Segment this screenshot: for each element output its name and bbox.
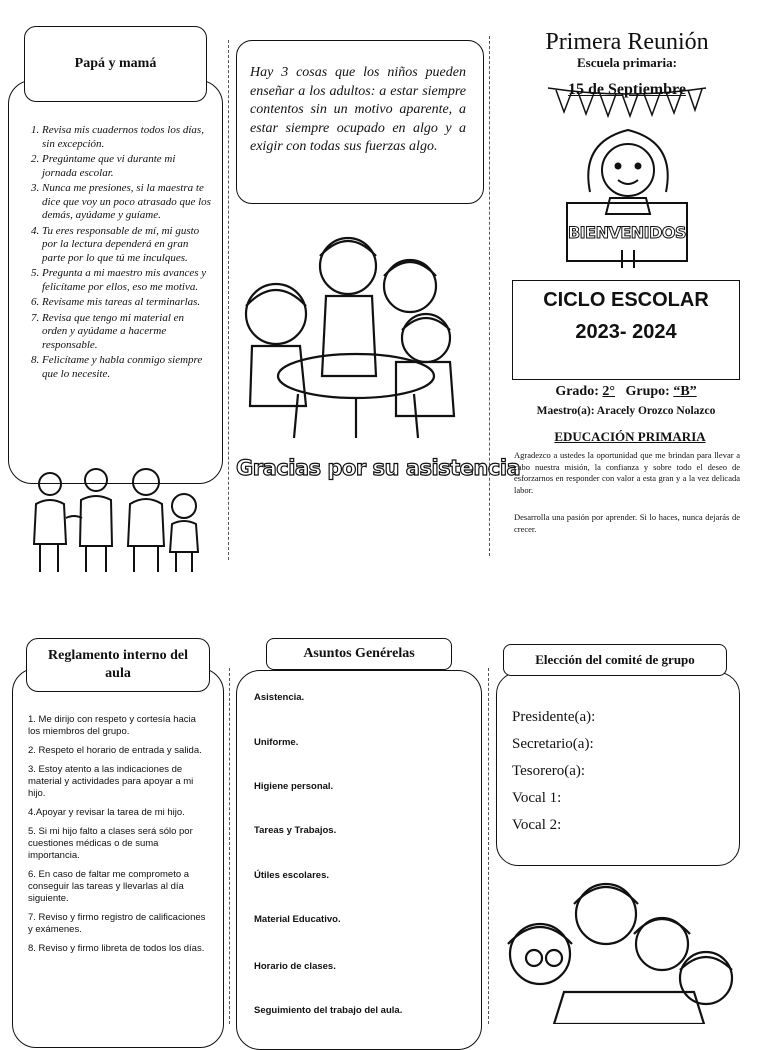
rule-item: 1. Me dirijo con respeto y cortesía hacia los miembros del grupo. — [28, 714, 196, 737]
tip-item: 1. Revisa mis cuadernos todos los días, sin excepción. — [42, 124, 212, 151]
tip-item: 2. Pregúntame que vi durante mi jornada escolar. — [42, 153, 212, 180]
grade-value: 2° — [602, 384, 615, 399]
tip-item: 7. Revisa que tengo mi material en orden y ayúdame a hacerme responsable. — [42, 312, 212, 353]
meeting-title: Primera Reunión — [545, 29, 709, 55]
role-vocal-1: Vocal 1: — [512, 790, 562, 806]
quote-text: Hay 3 cosas que los niños pueden enseñar a los adultos: a estar siempre contentos sin un motivo aparente, a estar siempre ocupado en algo y a exigir con todas sus fuerzas algo. — [250, 65, 466, 154]
topics-list — [236, 690, 482, 1024]
rule-item: 2. Respeto el horario de entrada y salida. — [28, 745, 202, 756]
rule-item: 6. En caso de faltar me comprometo a conseguir las tareas y llevarlas al día siguiente. — [28, 869, 190, 904]
cycle-box — [512, 280, 740, 380]
cycle-years: 2023- 2024 — [575, 321, 677, 343]
topic-item: Uniforme. — [254, 737, 299, 748]
family-illustration — [26, 466, 216, 578]
group-label: Grupo: — [625, 384, 670, 399]
rules-list — [28, 714, 206, 962]
fold-line — [489, 36, 490, 556]
grade-group-line — [512, 384, 740, 400]
meeting-date: 15 de Septiembre — [568, 81, 686, 98]
grade-label: Grado: — [555, 384, 599, 399]
tip-item: 6. Revísame mis tareas al terminarlas. — [42, 296, 212, 310]
rule-item: 3. Estoy atento a las indicaciones de material y actividades para apoyar a mi hijo. — [28, 764, 194, 799]
tip-item: 8. Felicítame y habla conmigo siempre que lo necesite. — [42, 354, 212, 381]
rule-item: 8. Reviso y firmo libreta de todos los días. — [28, 943, 205, 954]
fold-line — [228, 40, 229, 560]
role-treasurer: Tesorero(a): — [512, 763, 586, 779]
education-heading: EDUCACIÓN PRIMARIA — [554, 429, 706, 444]
topics-title: Asuntos Genérelas — [303, 646, 415, 661]
role-secretary: Secretario(a): — [512, 736, 594, 752]
papa-mama-title: Papá y mamá — [74, 56, 157, 71]
fold-line — [488, 668, 489, 1024]
rule-item: 4.Apoyar y revisar la tarea de mi hijo. — [28, 807, 185, 818]
rules-heading — [26, 638, 210, 692]
topic-item: Tareas y Trabajos. — [254, 825, 337, 836]
school-label: Escuela primaria: — [576, 55, 677, 70]
committee-title: Elección del comité de grupo — [535, 652, 695, 667]
topic-item: Seguimiento del trabajo del aula. — [254, 1005, 403, 1016]
children-illustration — [494, 874, 746, 1024]
topic-item: Asistencia. — [254, 692, 305, 703]
thanks-paragraph: Agradezco a ustedes la oportunidad que me brindan para llevar a cabo nuestra misión, la confianza y sobre todo el deseo de esforzarnos en responder con valor a esta gran y a la vez delicada labor. — [514, 450, 740, 495]
welcome-sign — [566, 202, 688, 262]
topic-item: Horario de clases. — [254, 961, 336, 972]
committee-heading — [503, 644, 727, 676]
tip-item: 4. Tu eres responsable de mí, mi gusto por la lectura dependerá en gran parte por lo que tú me inculques. — [42, 225, 212, 266]
rule-item: 7. Reviso y firmo registro de calificaciones y exámenes. — [28, 912, 206, 935]
rule-item: 5. Si mi hijo falto a clases será sólo por cuestiones médicas o de suma importancia. — [28, 826, 193, 861]
teacher-name: Maestro(a): Aracely Orozco Nolazco — [536, 405, 716, 417]
tip-item: 5. Pregunta a mi maestro mis avances y felicítame por ellos, eso me motiva. — [42, 267, 212, 294]
topic-item: Útiles escolares. — [254, 870, 329, 881]
tips-list — [0, 124, 212, 383]
topic-item: Higiene personal. — [254, 781, 334, 792]
topic-item: Material Educativo. — [254, 914, 341, 925]
papa-mama-heading — [24, 26, 207, 102]
cycle-label: CICLO ESCOLAR — [543, 289, 709, 311]
role-president: Presidente(a): — [512, 709, 596, 725]
thanks-text: Gracias por su asistencia — [236, 456, 521, 480]
passion-paragraph: Desarrolla una pasión por aprender. Si lo haces, nunca dejarás de crecer. — [514, 512, 740, 534]
tip-item: 3. Nunca me presiones, si la maestra te dice que voy un poco atrasado que los demás, ayúdame y guíame. — [42, 182, 212, 223]
fold-line — [229, 668, 230, 1024]
committee-roles — [512, 708, 732, 843]
meeting-illustration — [236, 226, 476, 448]
topics-heading — [266, 638, 452, 670]
welcome-text: BIENVENIDOS — [567, 222, 687, 242]
role-vocal-2: Vocal 2: — [512, 817, 562, 833]
rules-title: Reglamento interno del aula — [48, 648, 188, 681]
group-value: “B” — [673, 384, 697, 399]
